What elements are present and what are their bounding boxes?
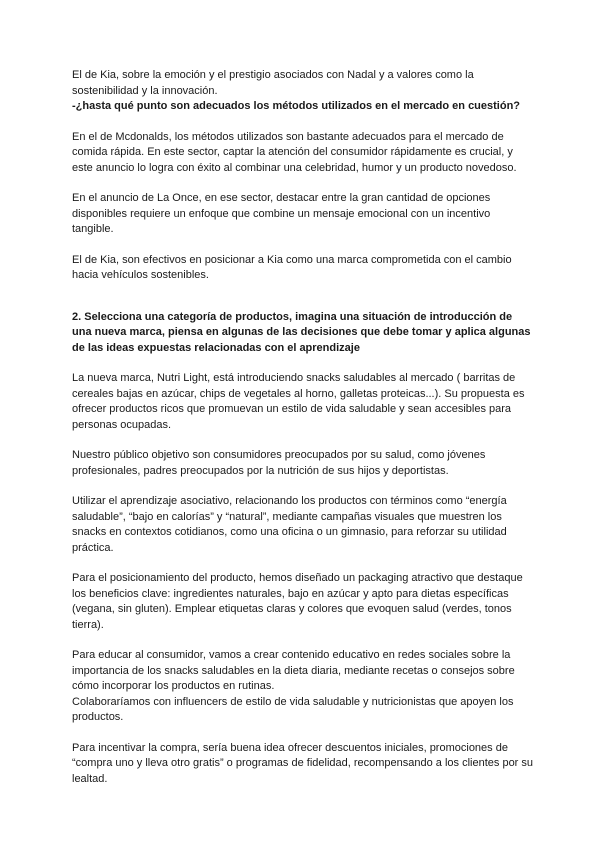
- paragraph-nutri-light: La nueva marca, Nutri Light, está introduciendo snacks saludables al mercado ( barritas de cereales bajas en azúcar, chips de vegetales al horno, galletas proteicas...). Su propuesta es ofrecer productos ricos que promuevan un estilo de vida saludable y sean accesibles para personas ocupadas.: [72, 372, 525, 431]
- paragraph-target-audience: Nuestro público objetivo son consumidores preocupados por su salud, como jóvenes profesionales, padres preocupados por la nutrición de sus hijos y deportistas.: [72, 449, 486, 477]
- paragraph-influencers: Colaboraríamos con influencers de estilo de vida saludable y nutricionistas que apoyen los productos.: [72, 695, 514, 723]
- paragraph-associative-learning: Utilizar el aprendizaje asociativo, relacionando los productos con términos como “energía saludable”, “bajo en calorías” y “natural”, mediante campañas visuales que muestren los snacks en contextos cotidianos, como una oficina o un gimnasio, para reforzar su utilidad práctica.: [72, 495, 507, 554]
- paragraph-consumer-education: Para educar al consumidor, vamos a crear contenido educativo en redes sociales sobre la importancia de los snacks saludables en la dieta diaria, mediante recetas o consejos sobre cómo incorporar los productos en rutinas.: [72, 649, 515, 692]
- paragraph-positioning: Para el posicionamiento del producto, hemos diseñado un packaging atractivo que destaque los beneficios clave: ingredientes naturales, bajo en azúcar y apto para dietas específicas (vegana, sin gluten). Emplear etiquetas claras y colores que evoquen salud (verdes, tonos tierra).: [72, 572, 523, 631]
- paragraph-kia-methods: El de Kia, son efectivos en posicionar a Kia como una marca comprometida con el cambio hacia vehículos sostenibles.: [72, 253, 512, 281]
- document-body: [72, 68, 534, 787]
- paragraph-purchase-incentives: Para incentivar la compra, sería buena idea ofrecer descuentos iniciales, promociones de “compra uno y lleva otro gratis” o programas de fidelidad, recompensando a los clientes por su lealtad.: [72, 741, 534, 785]
- paragraph-kia-intro: El de Kia, sobre la emoción y el prestigio asociados con Nadal y a valores como la sostenibilidad y la innovación.: [72, 69, 474, 97]
- paragraph-la-once: En el anuncio de La Once, en ese sector, destacar entre la gran cantidad de opciones disponibles requiere un enfoque que combine un mensaje emocional con un incentivo tangible.: [72, 192, 491, 235]
- paragraph-mcdonalds: En el de Mcdonalds, los métodos utilizados son bastante adecuados para el mercado de comida rápida. En este sector, captar la atención del consumidor rápidamente es crucial, y este anuncio lo logra con éxito al combinar una celebridad, humor y un producto novedoso.: [72, 130, 517, 174]
- section-2-heading: 2. Selecciona una categoría de productos, imagina una situación de introducción de una nueva marca, piensa en algunas de las decisiones que debe tomar y aplica algunas de las ideas expuestas relacionadas con el aprendizaje: [72, 310, 531, 354]
- question-heading: -¿hasta qué punto son adecuados los métodos utilizados en el mercado en cuestión?: [72, 100, 521, 112]
